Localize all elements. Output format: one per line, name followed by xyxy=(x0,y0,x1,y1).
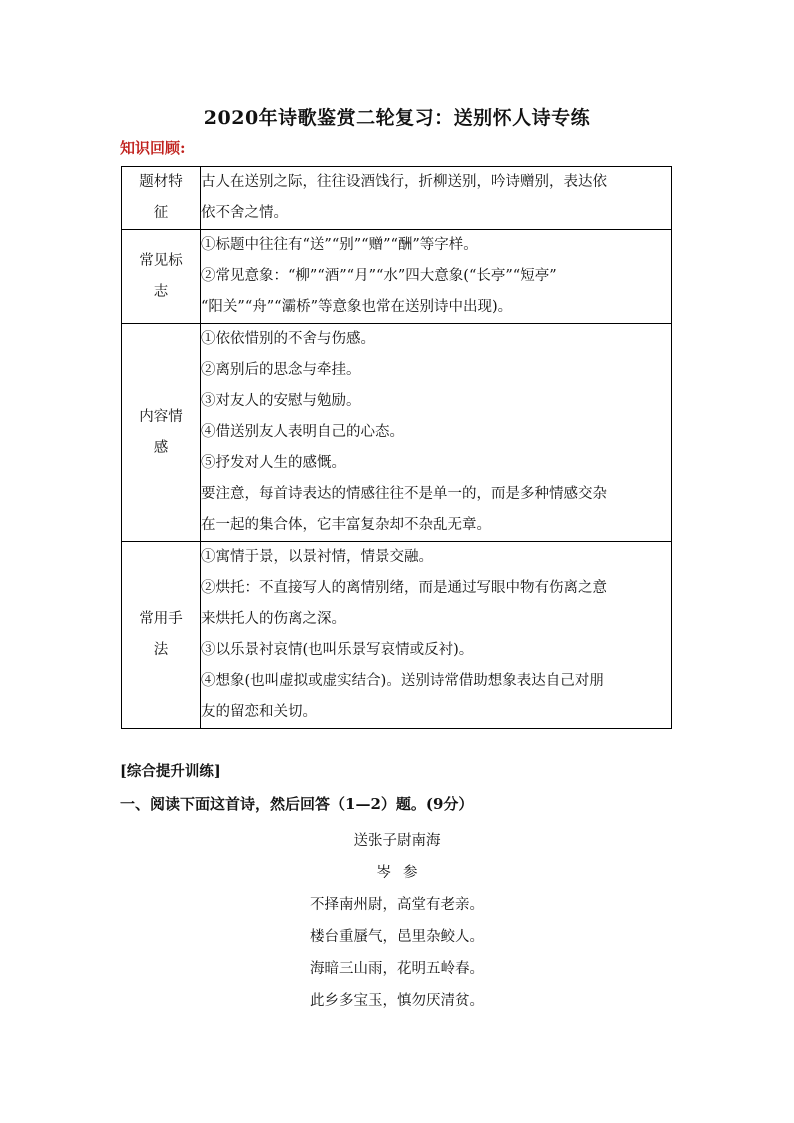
knowledge-table xyxy=(121,166,672,729)
content-line: 来烘托人的伤离之深。 xyxy=(201,611,346,627)
content-line: ③对友人的安慰与勉励。 xyxy=(201,393,361,409)
content-line: 要注意，每首诗表达的情感往往不是单一的，而是多种情感交杂 xyxy=(201,486,607,502)
section-heading: 知识回顾: xyxy=(120,139,186,157)
poem-line: 海暗三山雨，花明五岭春。 xyxy=(310,961,484,977)
poem-line: 不择南州尉，高堂有老亲。 xyxy=(310,897,484,913)
content-line: ④借送别友人表明自己的心态。 xyxy=(201,424,404,440)
content-line: “阳关”“舟”“灞桥”等意象也常在送别诗中出现)。 xyxy=(201,299,513,315)
row-content xyxy=(201,324,672,542)
row-label: 常见标志 xyxy=(122,230,201,324)
content-line: ①依依惜别的不舍与伤感。 xyxy=(201,331,375,347)
content-line: 古人在送别之际，往往设酒饯行，折柳送别，吟诗赠别，表达依 xyxy=(201,174,607,190)
exercise-heading: [综合提升训练] xyxy=(120,763,221,780)
content-line: ①寓情于景，以景衬情，情景交融。 xyxy=(201,549,433,565)
poem-author: 岑参 xyxy=(376,865,430,881)
table-row xyxy=(122,542,672,729)
table-row xyxy=(122,167,672,230)
content-line: ②烘托：不直接写人的离情别绪，而是通过写眼中物有伤离之意 xyxy=(201,580,607,596)
poem-line: 此乡多宝玉，慎勿厌清贫。 xyxy=(310,993,484,1009)
question-prompt: 一、阅读下面这首诗，然后回答（1—2）题。(9分） xyxy=(120,795,474,813)
poem-line: 楼台重蜃气，邑里杂鲛人。 xyxy=(310,929,484,945)
content-line: ①标题中往往有“送”“别”“赠”“酬”等字样。 xyxy=(201,237,478,253)
content-line: 依不舍之情。 xyxy=(201,205,288,221)
row-content xyxy=(201,542,672,729)
content-line: ③以乐景衬哀情(也叫乐景写哀情或反衬)。 xyxy=(201,642,474,658)
table-row xyxy=(122,230,672,324)
poem xyxy=(0,825,794,1017)
content-line: ④想象(也叫虚拟或虚实结合)。送别诗常借助想象表达自己对朋 xyxy=(201,673,604,689)
row-content xyxy=(201,230,672,324)
table-row xyxy=(122,324,672,542)
content-line: ⑤抒发对人生的感慨。 xyxy=(201,455,346,471)
row-content xyxy=(201,167,672,230)
content-line: ②离别后的思念与牵挂。 xyxy=(201,362,361,378)
content-line: 友的留恋和关切。 xyxy=(201,704,317,720)
row-label: 题材特征 xyxy=(122,167,201,230)
page-title: 2020年诗歌鉴赏二轮复习：送别怀人诗专练 xyxy=(203,107,591,129)
row-label: 常用手法 xyxy=(122,542,201,729)
poem-title: 送张子尉南海 xyxy=(353,833,441,849)
content-line: 在一起的集合体，它丰富复杂却不杂乱无章。 xyxy=(201,517,491,533)
content-line: ②常见意象：“柳”“酒”“月”“水”四大意象(“长亭”“短亭” xyxy=(201,268,557,284)
row-label: 内容情感 xyxy=(122,324,201,542)
